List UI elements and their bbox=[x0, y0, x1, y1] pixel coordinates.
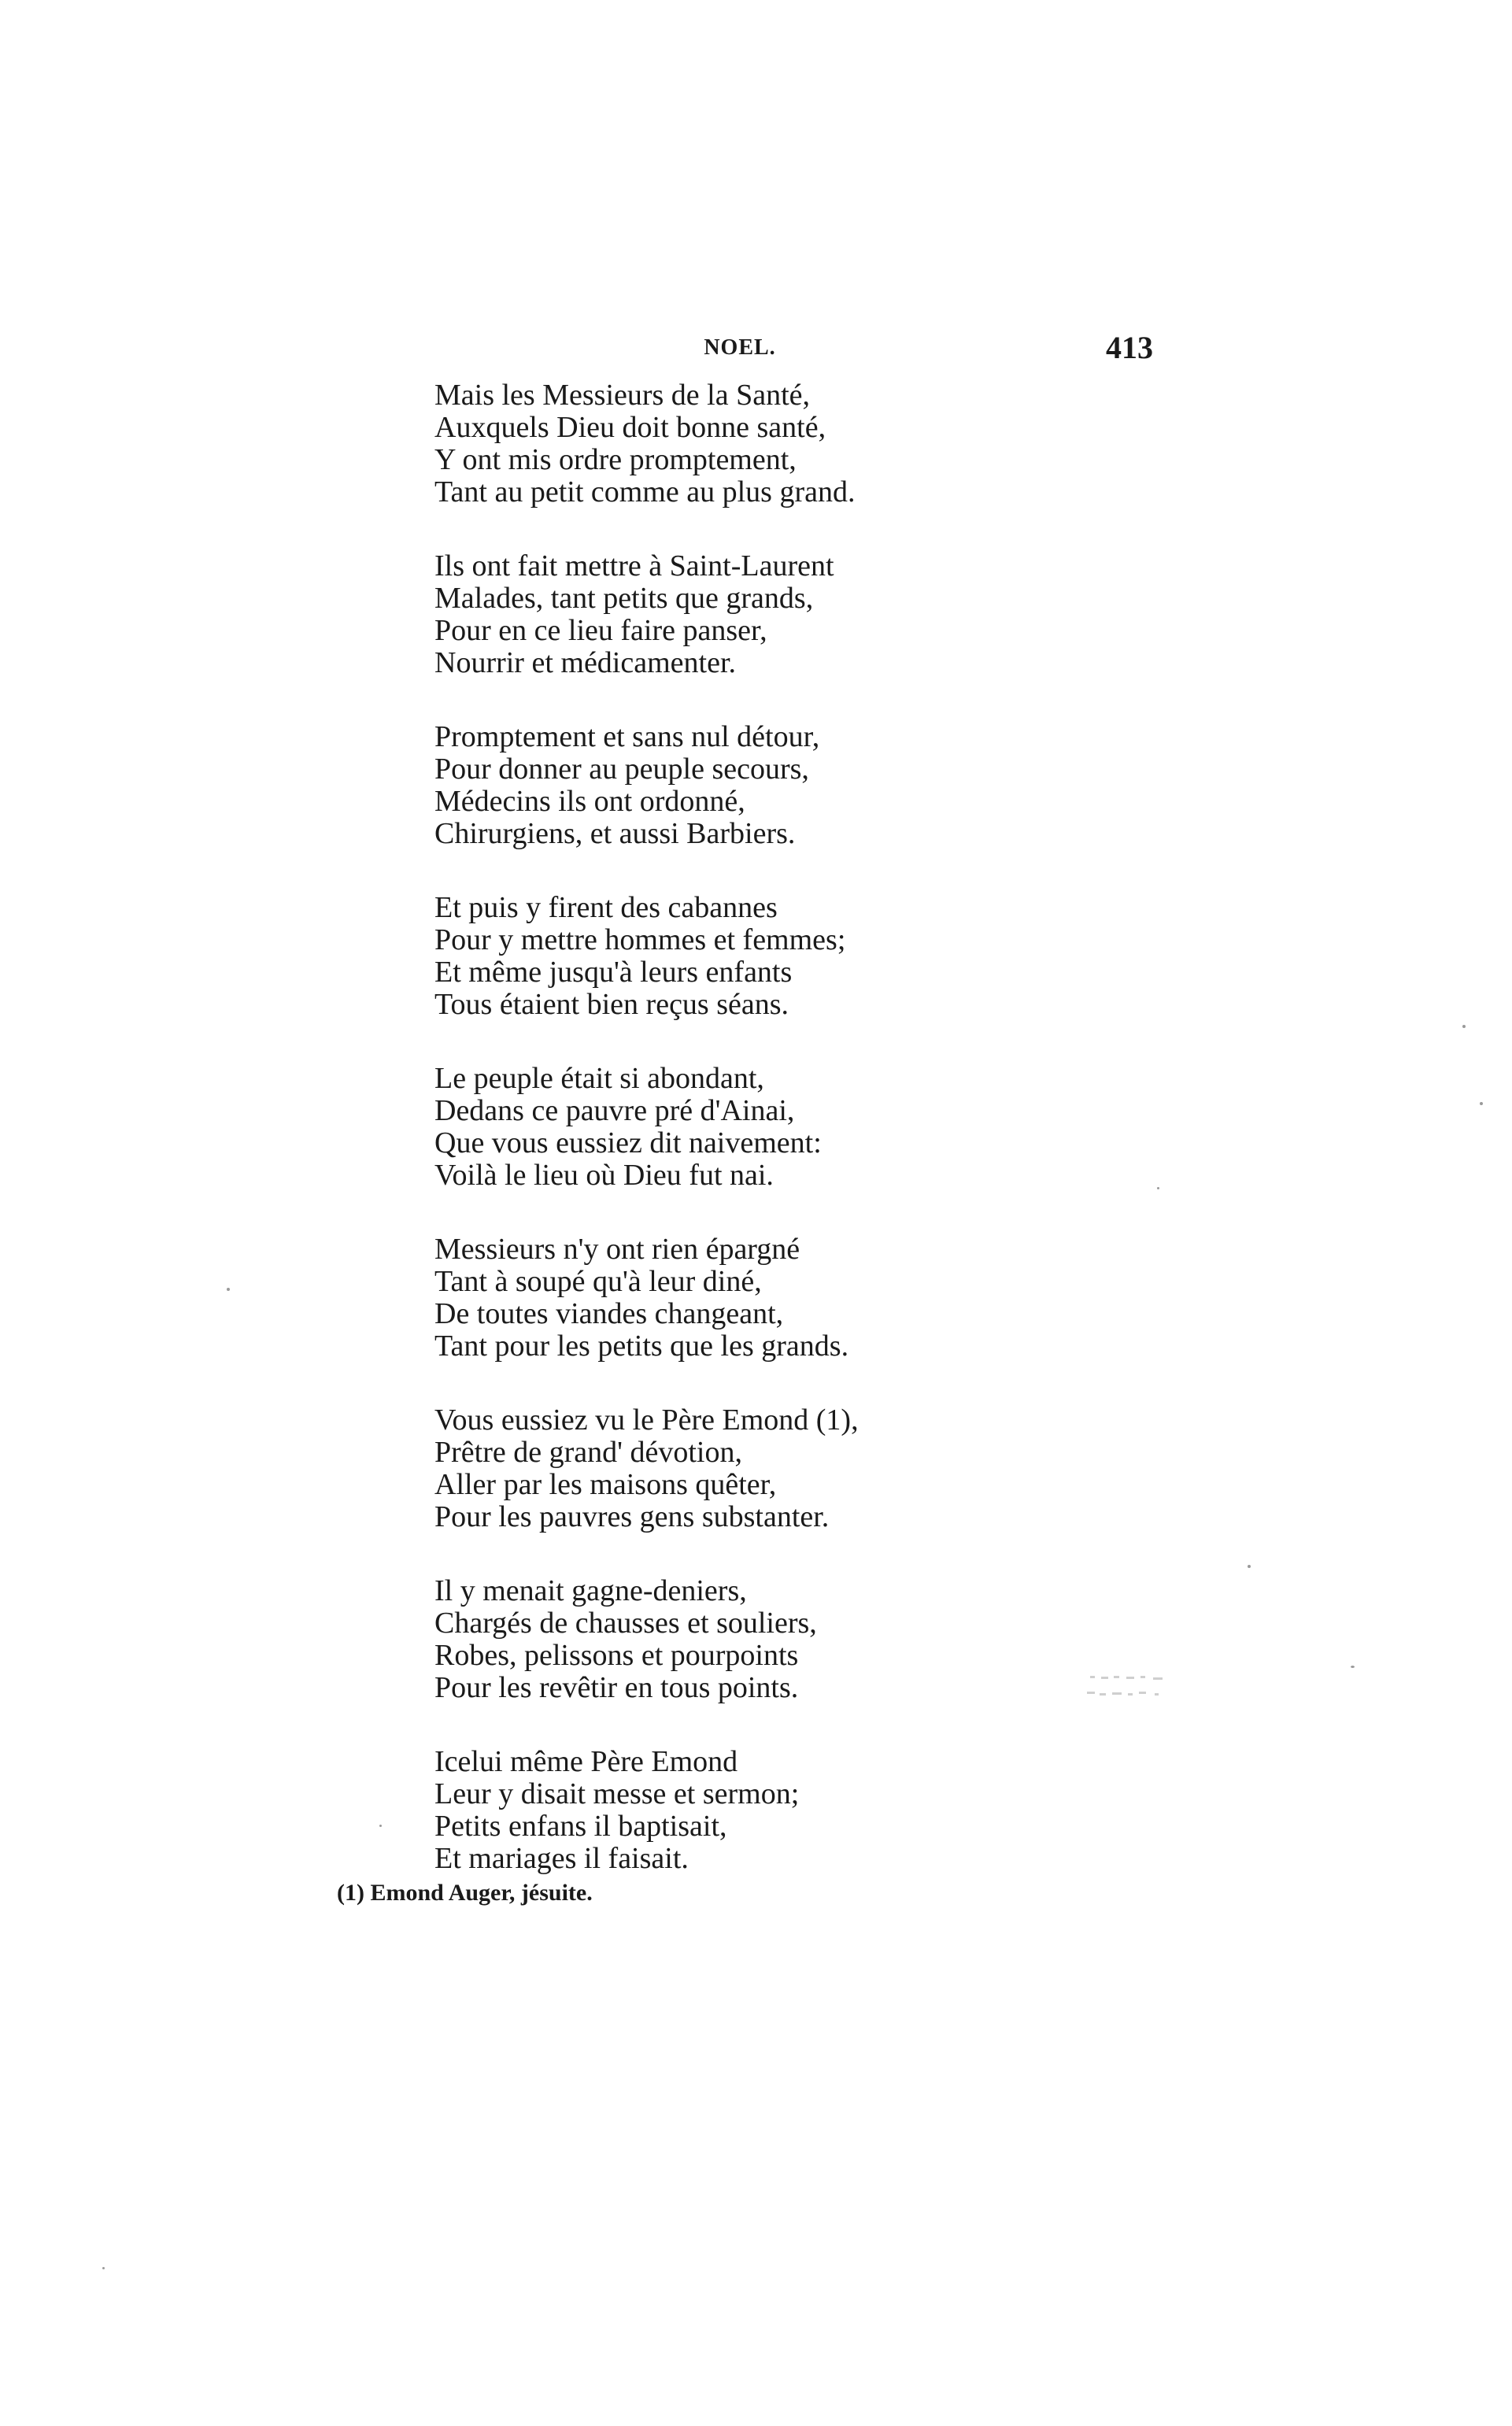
scan-speck bbox=[1462, 1025, 1466, 1028]
verse-line: Pour en ce lieu faire panser, bbox=[434, 614, 767, 647]
scan-speck bbox=[102, 2267, 105, 2269]
verse-line: Et mariages il faisait. bbox=[434, 1842, 689, 1875]
verse-line: Pour donner au peuple secours, bbox=[434, 753, 809, 786]
verse-line: Petits enfans il baptisait, bbox=[434, 1810, 727, 1843]
verse-line: Leur y disait messe et sermon; bbox=[434, 1777, 800, 1810]
verse-line: Et puis y firent des cabannes bbox=[434, 891, 778, 924]
verse-line: Et même jusqu'à leurs enfants bbox=[434, 956, 793, 989]
verse-line: Prêtre de grand' dévotion, bbox=[434, 1436, 742, 1469]
verse-line: Que vous eussiez dit naivement: bbox=[434, 1126, 822, 1159]
scan-speck bbox=[1351, 1666, 1355, 1668]
verse-line: Médecins ils ont ordonné, bbox=[434, 785, 745, 818]
running-head bbox=[0, 329, 1512, 368]
verse-line: Chargés de chausses et souliers, bbox=[434, 1607, 817, 1640]
stanza bbox=[434, 892, 1143, 1021]
stanza bbox=[434, 1233, 1143, 1363]
poem bbox=[434, 379, 1143, 1917]
verse-line: Icelui même Père Emond bbox=[434, 1745, 738, 1778]
verse-line: Y ont mis ordre promptement, bbox=[434, 443, 797, 476]
verse-line: Ils ont fait mettre à Saint-Laurent bbox=[434, 549, 834, 582]
verse-line: Messieurs n'y ont rien épargné bbox=[434, 1233, 800, 1266]
verse-line: Robes, pelissons et pourpoints bbox=[434, 1639, 799, 1672]
stanza bbox=[434, 1575, 1143, 1704]
scan-speck bbox=[1157, 1187, 1159, 1189]
verse-line: Chirurgiens, et aussi Barbiers. bbox=[434, 817, 796, 850]
verse-line: Aller par les maisons quêter, bbox=[434, 1468, 777, 1501]
scan-speck bbox=[1480, 1102, 1483, 1105]
footnote: (1) Emond Auger, jésuite. bbox=[337, 1880, 593, 1906]
page-number: 413 bbox=[1106, 330, 1153, 365]
verse-line: Auxquels Dieu doit bonne santé, bbox=[434, 411, 826, 444]
verse-line: Vous eussiez vu le Père Emond (1), bbox=[434, 1403, 859, 1437]
stanza bbox=[434, 1746, 1143, 1875]
faint-stamp-mark bbox=[1082, 1673, 1185, 1704]
verse-line: De toutes viandes changeant, bbox=[434, 1297, 784, 1330]
verse-line: Dedans ce pauvre pré d'Ainai, bbox=[434, 1094, 795, 1127]
verse-line: Le peuple était si abondant, bbox=[434, 1062, 764, 1095]
verse-line: Pour les revêtir en tous points. bbox=[434, 1671, 799, 1704]
verse-line: Mais les Messieurs de la Santé, bbox=[434, 379, 811, 412]
scan-speck bbox=[1248, 1565, 1251, 1568]
scan-speck bbox=[227, 1288, 230, 1291]
verse-line: Voilà le lieu où Dieu fut nai. bbox=[434, 1159, 774, 1192]
stanza bbox=[434, 1063, 1143, 1192]
stanza bbox=[434, 550, 1143, 679]
stanza bbox=[434, 379, 1143, 508]
stanza bbox=[434, 721, 1143, 850]
verse-line: Promptement et sans nul détour, bbox=[434, 720, 820, 753]
verse-line: Malades, tant petits que grands, bbox=[434, 582, 814, 615]
verse-line: Il y menait gagne-deniers, bbox=[434, 1574, 747, 1607]
running-title: NOEL. bbox=[704, 335, 776, 360]
scan-speck bbox=[379, 1825, 382, 1827]
verse-line: Tous étaient bien reçus séans. bbox=[434, 988, 789, 1021]
verse-line: Tant à soupé qu'à leur diné, bbox=[434, 1265, 762, 1298]
verse-line: Nourrir et médicamenter. bbox=[434, 646, 737, 679]
verse-line: Pour les pauvres gens substanter. bbox=[434, 1500, 830, 1533]
stanza bbox=[434, 1404, 1143, 1533]
verse-line: Tant au petit comme au plus grand. bbox=[434, 475, 856, 508]
verse-line: Tant pour les petits que les grands. bbox=[434, 1329, 849, 1363]
verse-line: Pour y mettre hommes et femmes; bbox=[434, 923, 846, 956]
